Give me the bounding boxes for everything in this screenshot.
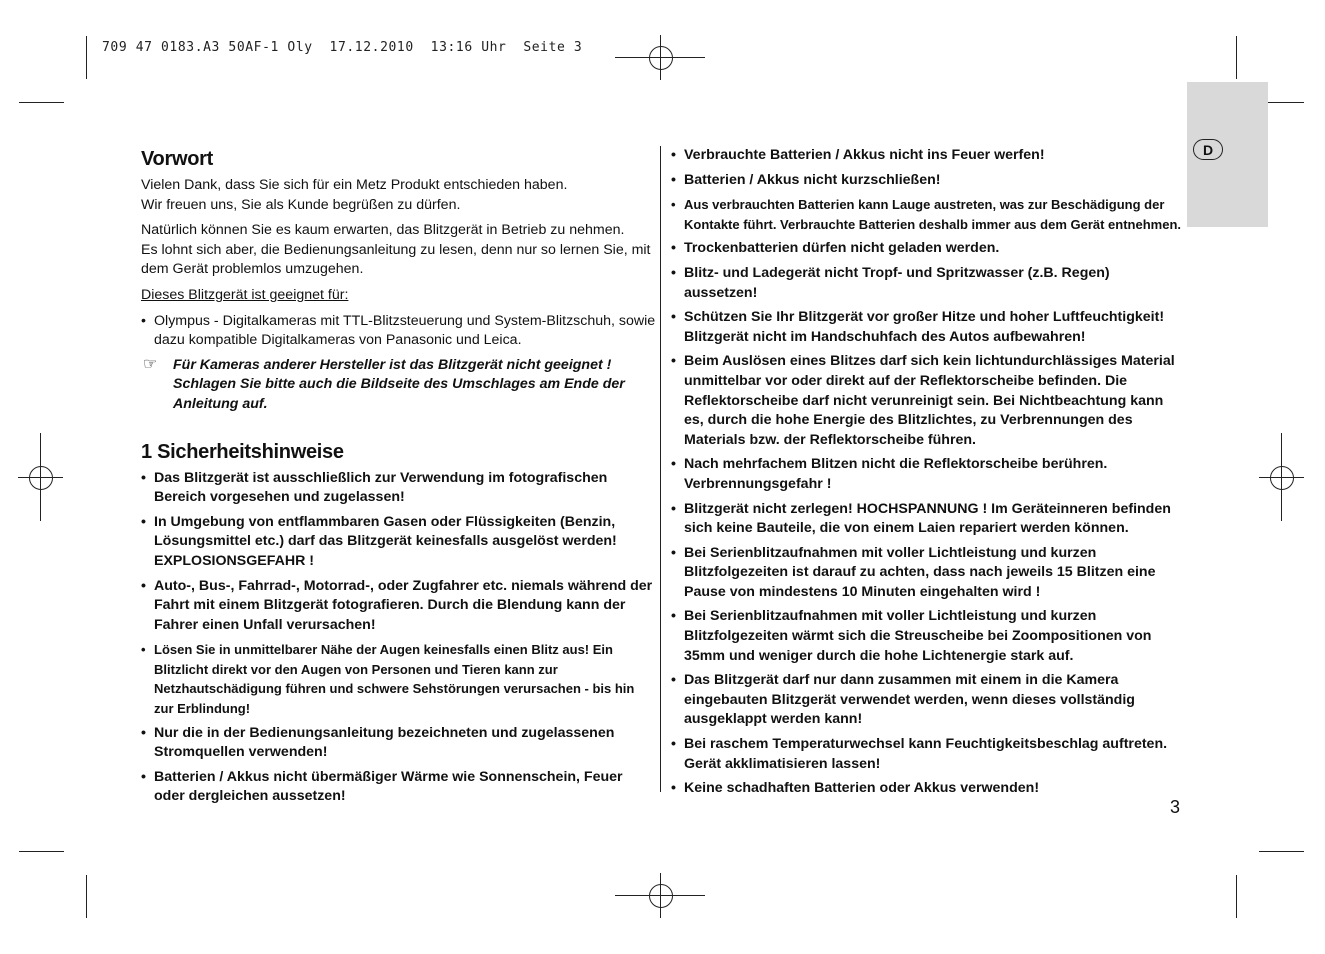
registration-line (660, 35, 661, 80)
safety-list-continued (671, 146, 1183, 799)
list-item: • Verbrauchte Batterien / Akkus nicht ins Feuer werfen! (671, 146, 1183, 166)
foreword-title: Vorwort (141, 148, 213, 170)
language-badge: D (1193, 139, 1223, 160)
note-text: Für Kameras anderer Hersteller ist das Blitzgerät nicht geeignet ! Schlagen Sie bitte auch die Bildseite des Umschlages am Ende der Anleitung auf. (173, 356, 625, 412)
list-item: • Das Blitzgerät ist ausschließlich zur Verwendung im fotografischen Bereich vorgesehen und zugelassen! (141, 469, 656, 508)
list-item: • Bei raschem Temperaturwechsel kann Feuchtigkeitsbeschlag auftreten. Gerät akklimatisieren lassen! (671, 735, 1183, 774)
list-item: • Auto-, Bus-, Fahrrad-, Motorrad-, oder Zugfahrer etc. niemals während der Fahrt mit einem Blitzgerät fotografieren. Durch die Blendung kann der Fahrer einen Unfall verursachen! (141, 577, 656, 636)
foreword-line: Vielen Dank, dass Sie sich für ein Metz Produkt entschieden haben. (141, 177, 568, 193)
list-item: • Das Blitzgerät darf nur dann zusammen mit einem in die Kamera eingebauten Blitzgerät verwendet werden, wenn dieses vollständig ausgeklappt werden kann! (671, 671, 1183, 730)
crop-mark (1236, 875, 1237, 918)
foreword-line: Natürlich können Sie es kaum erwarten, das Blitzgerät in Betrieb zu nehmen. (141, 222, 625, 239)
column-divider (660, 146, 661, 792)
list-item: • Trockenbatterien dürfen nicht geladen werden. (671, 239, 1183, 259)
list-item: • Keine schadhaften Batterien oder Akkus verwenden! (671, 779, 1183, 799)
safety-title: 1 Sicherheitshinweise (141, 440, 344, 463)
list-item: • Batterien / Akkus nicht kurzschließen! (671, 171, 1183, 191)
list-item: • Blitz- und Ladegerät nicht Tropf- und Spritzwasser (z.B. Regen) aussetzen! (671, 264, 1183, 303)
pointing-hand-icon: ☞ (143, 355, 158, 373)
list-item: • In Umgebung von entflammbaren Gasen oder Flüssigkeiten (Benzin, Lösungsmittel etc.) darf das Blitzgerät keinesfalls ausgelöst werden! EXPLOSIONSGEFAHR ! (141, 513, 656, 572)
suitable-list (141, 312, 656, 351)
list-item: • Nur die in der Bedienungsanleitung bezeichneten und zugelassenen Stromquellen verwenden! (141, 724, 656, 763)
registration-mark-icon (649, 884, 673, 908)
crop-mark (86, 875, 87, 918)
list-item: • Batterien / Akkus nicht übermäßiger Wärme wie Sonnenschein, Feuer oder dergleichen aussetzen! (141, 768, 656, 807)
registration-mark-icon (29, 466, 53, 490)
list-item: • Bei Serienblitzaufnahmen mit voller Lichtleistung und kurzen Blitzfolgezeiten wärmt sich die Streuscheibe bei Zoompositionen von 35mm und weniger durch die hohe Lichtenergie stark auf. (671, 607, 1183, 666)
list-item: • Schützen Sie Ihr Blitzgerät vor großer Hitze und hoher Luftfeuchtigkeit! Blitzgerät nicht im Handschuhfach des Autos aufbewahren! (671, 308, 1183, 347)
list-item: • Blitzgerät nicht zerlegen! HOCHSPANNUNG ! Im Geräteinneren befinden sich keine Bauteile, die von einem Laien repariert werden können. (671, 500, 1183, 539)
list-item: • Olympus - Digitalkameras mit TTL-Blitzsteuerung und System-Blitzschuh, sowie dazu kompatible Digitalkameras von Panasonic und Leica. (141, 312, 656, 351)
foreword-line: Es lohnt sich aber, die Bedienungsanleitung zu lesen, denn nur so lernen Sie, mit dem Gerät problemlos umzugehen. (141, 241, 651, 278)
registration-line (40, 433, 41, 521)
page-number: 3 (1170, 797, 1181, 817)
crop-mark (19, 102, 64, 103)
safety-list (141, 469, 656, 808)
registration-mark-icon (1270, 466, 1294, 490)
list-item: • Bei Serienblitzaufnahmen mit voller Lichtleistung und kurzen Blitzfolgezeiten ist darauf zu achten, dass nach jeweils 15 Blitzen eine Pause von mindestens 10 Minuten eingehalten wird ! (671, 544, 1183, 603)
registration-line (1281, 433, 1282, 521)
list-item: • Beim Auslösen eines Blitzes darf sich kein lichtundurchlässiges Material unmittelbar vor oder direkt auf der Reflektorscheibe befinden. Die Reflektorscheibe darf nicht verunreinigt sein. Bei Nichtbeachtung kann es, durch die hohe Energie des Blitzlichtes, zu Verbrennungen des Materials bzw. der Reflektorscheibe führen. (671, 352, 1183, 450)
list-item: • Aus verbrauchten Batterien kann Lauge austreten, was zur Beschädigung der Kontakte führt. Verbrauchte Batterien deshalb immer aus dem Gerät entnehmen. (671, 195, 1183, 234)
registration-line (660, 873, 661, 918)
foreword-line: Wir freuen uns, Sie als Kunde begrüßen zu dürfen. (141, 196, 461, 213)
crop-mark (86, 36, 87, 79)
list-item: • Nach mehrfachem Blitzen nicht die Reflektorscheibe berühren. Verbrennungsgefahr ! (671, 455, 1183, 494)
crop-mark (1236, 36, 1237, 79)
suitable-heading: Dieses Blitzgerät ist geeignet für: (141, 286, 349, 303)
right-column (671, 146, 1183, 804)
registration-mark-icon (649, 46, 673, 70)
crop-mark (1259, 851, 1304, 852)
left-column (141, 146, 656, 812)
list-item: • Lösen Sie in unmittelbarer Nähe der Augen keinesfalls einen Blitz aus! Ein Blitzlicht direkt vor den Augen von Personen und Tieren kann zur Netzhautschädigung führen und schwere Sehstörungen verursachen - bis hin zur Erblindung! (141, 640, 656, 718)
note (141, 356, 656, 415)
print-slug: 709 47 0183.A3 50AF-1 Oly 17.12.2010 13:16 Uhr Seite 3 (102, 40, 583, 55)
crop-mark (19, 851, 64, 852)
